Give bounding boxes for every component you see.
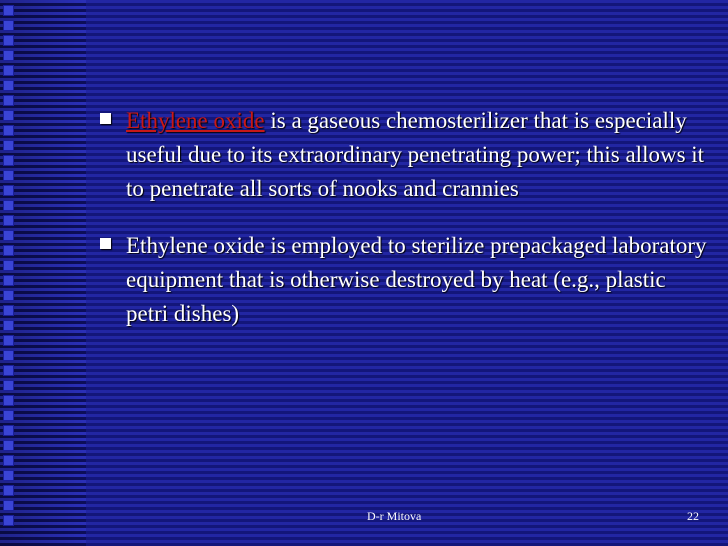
- decorative-square: [4, 6, 13, 15]
- square-bullet-icon: [100, 238, 111, 249]
- decorative-square: [4, 156, 13, 165]
- decorative-square: [4, 441, 13, 450]
- decorative-square: [4, 291, 13, 300]
- footer-page-number: 22: [687, 509, 699, 523]
- slide-content: [100, 104, 710, 354]
- decorative-square: [4, 381, 13, 390]
- decorative-square: [4, 351, 13, 360]
- decorative-square: [4, 516, 13, 525]
- decorative-square: [4, 336, 13, 345]
- decorative-square: [4, 126, 13, 135]
- decorative-square: [4, 66, 13, 75]
- decorative-square: [4, 321, 13, 330]
- square-bullet-icon: [100, 113, 111, 124]
- bullet-item-2: [100, 229, 710, 331]
- decorative-square: [4, 51, 13, 60]
- bullet-item-1: [100, 104, 710, 206]
- decorative-square: [4, 411, 13, 420]
- bullet-2-text: Ethylene oxide is employed to sterilize prepackaged laboratory equipment that is otherwise destroyed by heat (e.g., plastic petri dishes): [126, 233, 707, 326]
- decorative-square: [4, 171, 13, 180]
- decorative-square: [4, 231, 13, 240]
- decorative-square: [4, 426, 13, 435]
- decorative-square: [4, 306, 13, 315]
- decorative-square: [4, 216, 13, 225]
- decorative-square: [4, 276, 13, 285]
- decorative-square: [4, 111, 13, 120]
- decorative-square: [4, 36, 13, 45]
- decorative-square: [4, 246, 13, 255]
- decorative-square: [4, 201, 13, 210]
- decorative-squares: [4, 6, 18, 531]
- decorative-square: [4, 396, 13, 405]
- decorative-square: [4, 81, 13, 90]
- decorative-square: [4, 186, 13, 195]
- decorative-square: [4, 141, 13, 150]
- ethylene-oxide-link[interactable]: Ethylene oxide: [126, 108, 265, 133]
- footer-author: D-r Mitova: [367, 509, 422, 523]
- decorative-square: [4, 471, 13, 480]
- decorative-square: [4, 486, 13, 495]
- decorative-square: [4, 456, 13, 465]
- decorative-square: [4, 501, 13, 510]
- decorative-square: [4, 21, 13, 30]
- decorative-square: [4, 366, 13, 375]
- decorative-square: [4, 96, 13, 105]
- decorative-left-strip: [0, 0, 86, 546]
- decorative-square: [4, 261, 13, 270]
- bullet-1-text: is a gaseous chemosterilizer that is especially useful due to its extraordinary penetrating power; this allows it to penetrate all sorts of nooks and crannies: [126, 108, 705, 201]
